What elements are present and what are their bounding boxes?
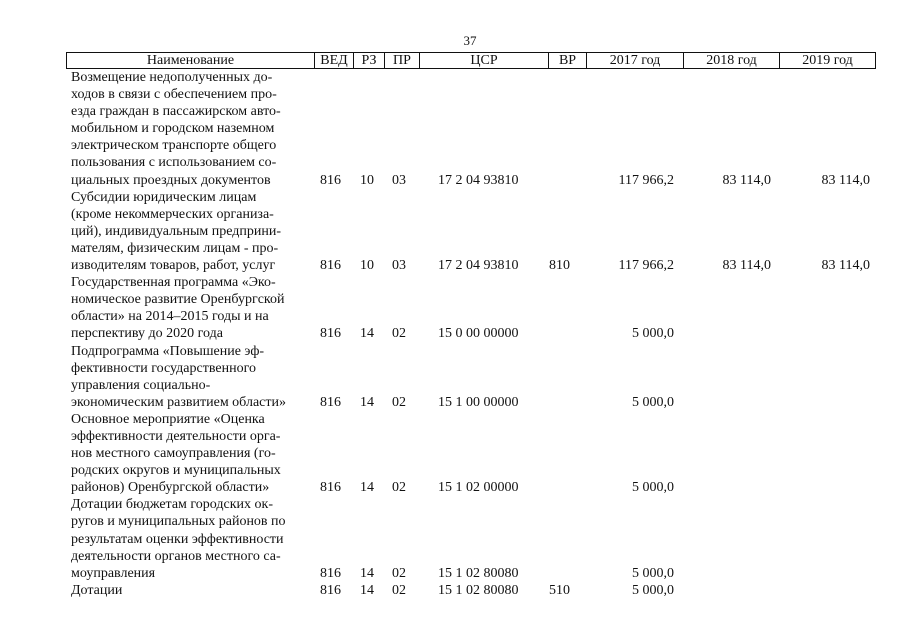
row-name-line: езда граждан в пассажирском авто- (71, 104, 281, 120)
cell-y2018: 83 114,0 (722, 258, 771, 274)
row-name (71, 343, 311, 411)
row-name-line: моуправления (71, 565, 156, 581)
table-row (0, 343, 905, 411)
cell-rz: 14 (360, 394, 374, 410)
row-name-line: эффективности деятельности орга- (71, 428, 281, 444)
cell-vr: 510 (549, 582, 570, 598)
header-ved: ВЕД (315, 53, 354, 68)
cell-y2019: 83 114,0 (821, 172, 870, 188)
header-name: Наименование (67, 53, 315, 68)
row-name-line: ций), индивидуальным предприни- (71, 223, 282, 239)
cell-csr: 15 1 00 00000 (438, 394, 519, 410)
header-vr: ВР (549, 53, 587, 68)
row-name-line: Основное мероприятие «Оценка (71, 411, 265, 427)
cell-pr: 02 (392, 565, 406, 581)
row-name-line: (кроме некоммерческих организа- (71, 206, 274, 222)
cell-ved: 816 (320, 565, 341, 581)
row-name-line: перспективу до 2020 года (71, 326, 223, 342)
row-name (71, 69, 311, 189)
header-rz: РЗ (354, 53, 385, 68)
row-name-line: Возмещение недополученных до- (71, 70, 273, 85)
cell-y2017: 5 000,0 (632, 565, 674, 581)
header-2017: 2017 год (587, 53, 684, 68)
cell-csr: 15 1 02 80080 (438, 582, 519, 598)
row-name-line: Дотации бюджетам городских ок- (71, 497, 273, 513)
table-header (66, 52, 876, 69)
row-name-line: нов местного самоуправления (го- (71, 446, 276, 462)
cell-y2017: 5 000,0 (632, 480, 674, 496)
cell-csr: 15 1 02 00000 (438, 480, 519, 496)
cell-pr: 03 (392, 172, 406, 188)
cell-pr: 02 (392, 326, 406, 342)
cell-pr: 02 (392, 394, 406, 410)
row-name (71, 274, 311, 342)
cell-y2017: 117 966,2 (618, 258, 674, 274)
row-name-line: деятельности органов местного са- (71, 548, 281, 564)
row-name (71, 496, 311, 581)
header-2019: 2019 год (802, 53, 853, 68)
row-name-line: номическое развитие Оренбургской (71, 292, 285, 308)
cell-pr: 02 (392, 480, 406, 496)
cell-rz: 10 (360, 258, 374, 274)
cell-csr: 17 2 04 93810 (438, 172, 519, 188)
row-name-line: районов) Оренбургской области» (71, 480, 270, 496)
row-name-line: мателям, физическим лицам - про- (71, 240, 279, 256)
table-row (0, 582, 905, 599)
row-name-line: экономическим развитием области» (71, 394, 286, 410)
cell-csr: 15 1 02 80080 (438, 565, 519, 581)
row-name-line: фективности государственного (71, 360, 256, 376)
row-name-line: Государственная программа «Эко- (71, 275, 276, 291)
row-name-line: области» на 2014–2015 годы и на (71, 309, 269, 325)
table-row (0, 189, 905, 274)
cell-rz: 14 (360, 565, 374, 581)
table-row (0, 496, 905, 581)
cell-ved: 816 (320, 172, 341, 188)
cell-ved: 816 (320, 582, 341, 598)
cell-rz: 10 (360, 172, 374, 188)
cell-y2019: 83 114,0 (821, 258, 870, 274)
row-name (71, 189, 311, 274)
row-name (71, 411, 311, 496)
cell-csr: 15 0 00 00000 (438, 326, 519, 342)
row-name-line: циальных проездных документов (71, 172, 271, 188)
cell-ved: 816 (320, 258, 341, 274)
row-name-line: родских округов и муниципальных (71, 463, 281, 479)
row-name-line: Подпрограмма «Повышение эф- (71, 343, 265, 359)
cell-y2017: 117 966,2 (618, 172, 674, 188)
row-name-line: мобильном и городском наземном (71, 121, 275, 137)
cell-ved: 816 (320, 326, 341, 342)
cell-y2017: 5 000,0 (632, 394, 674, 410)
cell-pr: 03 (392, 258, 406, 274)
row-name-line: ходов в связи с обеспечением про- (71, 87, 277, 103)
cell-csr: 17 2 04 93810 (438, 258, 519, 274)
cell-y2018: 83 114,0 (722, 172, 771, 188)
table-row (0, 274, 905, 342)
cell-vr: 810 (549, 258, 570, 274)
table-body (0, 69, 905, 599)
row-name-line: изводителям товаров, работ, услуг (71, 258, 276, 274)
cell-y2017: 5 000,0 (632, 326, 674, 342)
cell-rz: 14 (360, 582, 374, 598)
table-row (0, 69, 905, 189)
cell-rz: 14 (360, 480, 374, 496)
header-2018: 2018 год (684, 53, 780, 68)
header-csr: ЦСР (420, 53, 549, 68)
cell-ved: 816 (320, 394, 341, 410)
row-name (71, 582, 311, 599)
row-name-line: Дотации (71, 582, 123, 598)
row-name-line: управления социально- (71, 377, 211, 393)
row-name-line: результатам оценки эффективности (71, 531, 284, 547)
row-name-line: ругов и муниципальных районов по (71, 514, 286, 530)
cell-pr: 02 (392, 582, 406, 598)
cell-y2017: 5 000,0 (632, 582, 674, 598)
row-name-line: пользования с использованием со- (71, 155, 277, 171)
cell-rz: 14 (360, 326, 374, 342)
cell-ved: 816 (320, 480, 341, 496)
page-number: 37 (463, 33, 477, 48)
row-name-line: Субсидии юридическим лицам (71, 189, 257, 205)
header-pr: ПР (385, 53, 420, 68)
row-name-line: электрическом транспорте общего (71, 138, 277, 154)
table-row (0, 411, 905, 496)
